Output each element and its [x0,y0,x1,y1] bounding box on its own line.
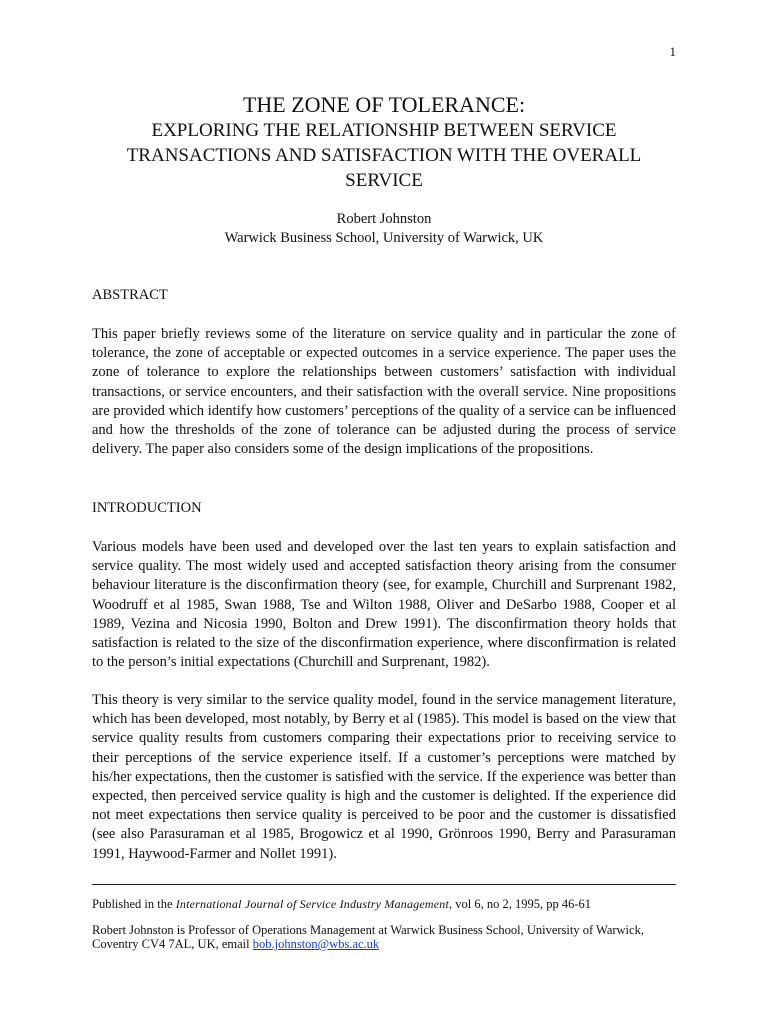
footnote-divider [92,884,676,885]
paper-title: THE ZONE OF TOLERANCE: [242,92,526,117]
journal-name: International Journal of Service Industry Management [175,897,450,911]
author-block [92,210,676,248]
author-footnote [92,923,676,951]
title-block [92,92,676,193]
paper-subtitle: EXPLORING THE RELATIONSHIP BETWEEN SERVICE TRANSACTIONS AND SATISFACTION WITH THE OVERALL SERVICE [126,120,642,191]
author-note: Robert Johnston is Professor of Operations Management at Warwick Business School, University of Warwick, Coventry CV4 7AL, UK, email [92,923,644,951]
abstract-heading: ABSTRACT [92,287,168,303]
publication-footnote [92,897,676,911]
abstract-text: This paper briefly reviews some of the literature on service quality and in particular the zone of tolerance, the zone of acceptable or expected outcomes in a service experience. The paper uses the zone of tolerance to explore the relationships between customers’ satisfaction with individual transactions, or service encounters, and their satisfaction with the overall service. Nine propositions are provided which identify how customers’ perceptions of the quality of a service can be influenced and how the thresholds of the zone of tolerance can be adjusted during the process of service delivery. The paper also considers some of the design implications of the propositions. [92,326,676,458]
introduction-heading: INTRODUCTION [92,500,202,516]
page-number: 1 [669,44,676,59]
author-affiliation: Warwick Business School, University of Warwick, UK [224,230,544,246]
email-link[interactable]: bob.johnston@wbs.ac.uk [252,937,380,951]
author-name: Robert Johnston [336,211,432,227]
publication-prefix: Published in the [92,897,176,911]
introduction-paragraph-1: Various models have been used and developed over the last ten years to explain satisfaction and service quality. The most widely used and accepted satisfaction theory arising from the consumer behaviour literature is the disconfirmation theory (see, for example, Churchill and Surprenant 1982, Woodruff et al 1985, Swan 1988, Tse and Wilton 1988, Oliver and DeSarbo 1988, Cooper et al 1989, Vezina and Nicosia 1990, Bolton and Drew 1991). The disconfirmation theory holds that satisfaction is related to the size of the disconfirmation experience, where disconfirmation is related to the person’s initial expectations (Churchill and Surprenant, 1982). [92,539,676,671]
introduction-paragraph-2: This theory is very similar to the service quality model, found in the service management literature, which has been developed, most notably, by Berry et al (1985). This model is based on the view that service quality results from customers comparing their expectations prior to receiving service to their perceptions of the service experience itself. If a customer’s perceptions were matched by his/her expectations, then the customer is satisfied with the service. If the experience was better than expected, then perceived service quality is high and the customer is delighted. If the experience did not meet expectations then service quality is perceived to be poor and the customer is dissatisfied (see also Parasuraman et al 1985, Brogowicz et al 1990, Grönroos 1990, Berry and Parasuraman 1991, Haywood-Farmer and Nollet 1991). [92,692,676,862]
publication-suffix: , vol 6, no 2, 1995, pp 46-61 [449,897,592,911]
